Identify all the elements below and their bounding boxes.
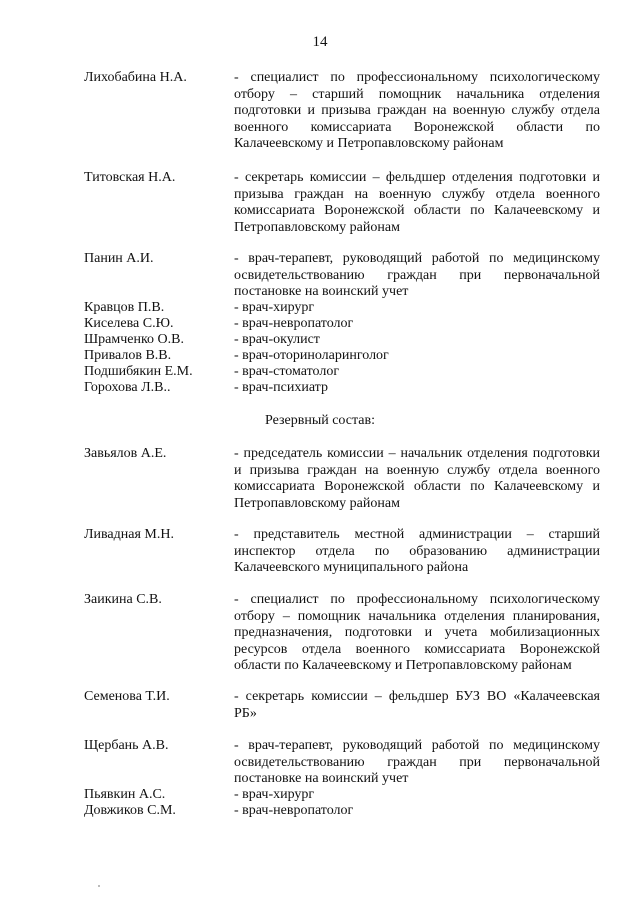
member-name: Ливадная М.Н. [84,527,174,542]
member-role: - врач-хирург [234,300,315,315]
member-name: Пьявкин А.С. [84,787,166,802]
member-name: Кравцов П.В. [84,300,165,315]
member-role: - врач-стоматолог [234,364,340,379]
member-role: - секретарь комиссии – фельдшер отделения подготовки и призыва граждан на военную службу отдела военного комиссариата Воронежской области по Калачеевскому и Петропавловскому районам [234,170,600,235]
member-name: Семенова Т.И. [84,689,170,704]
reserve-section-title: Резервный состав: [264,413,375,428]
member-name: Киселева С.Ю. [84,316,174,331]
member-role: - врач-невропатолог [234,803,354,818]
member-name: Довжиков С.М. [84,803,176,818]
page-number: 14 [312,34,328,50]
member-role: - специалист по профессиональному психологическому отбору – старший помощник начальника отделения подготовки и призыва граждан на военную службу отдела военного комиссариата Воронежской области по Калачеевскому и Петропавловскому районам [234,70,600,151]
member-name: Панин А.И. [84,251,154,266]
member-role: - врач-терапевт, руководящий работой по медицинскому освидетельствованию граждан при первоначальной постановке на воинский учет [234,251,600,299]
member-role: - специалист по профессиональному психологическому отбору – помощник начальника отделения планирования, предназначения, подготовки и учета мобилизационных ресурсов отдела военного комиссариата Воронежской области по Калачеевскому и Петропавловскому районам [234,592,600,673]
member-name: Титовская Н.А. [84,170,176,185]
member-role: - врач-окулист [234,332,320,347]
scan-mark [98,885,100,887]
member-role: - врач-хирург [234,787,315,802]
member-role: - врач-психиатр [234,380,328,395]
member-role: - председатель комиссии – начальник отделения подготовки и призыва граждан на военную службу отдела военного комиссариата Воронежской области по Калачеевскому и Петропавловскому районам [234,446,600,511]
member-name: Горохова Л.В.. [84,380,171,395]
member-role: - секретарь комиссии – фельдшер БУЗ ВО «Калачеевская РБ» [234,689,600,721]
member-role: - врач-невропатолог [234,316,354,331]
member-name: Привалов В.В. [84,348,172,363]
member-name: Щербань А.В. [84,738,169,753]
member-role: - врач-оториноларинголог [234,348,389,363]
member-role: - врач-терапевт, руководящий работой по медицинскому освидетельствованию граждан при первоначальной постановке на воинский учет [234,738,600,786]
member-name: Завьялов А.Е. [84,446,167,461]
member-name: Шрамченко О.В. [84,332,184,347]
member-name: Подшибякин Е.М. [84,364,193,379]
member-name: Лихобабина Н.А. [84,70,187,85]
member-role: - представитель местной администрации – старший инспектор отдела по образованию администрации Калачеевского муниципального района [234,527,600,575]
member-name: Заикина С.В. [84,592,162,607]
